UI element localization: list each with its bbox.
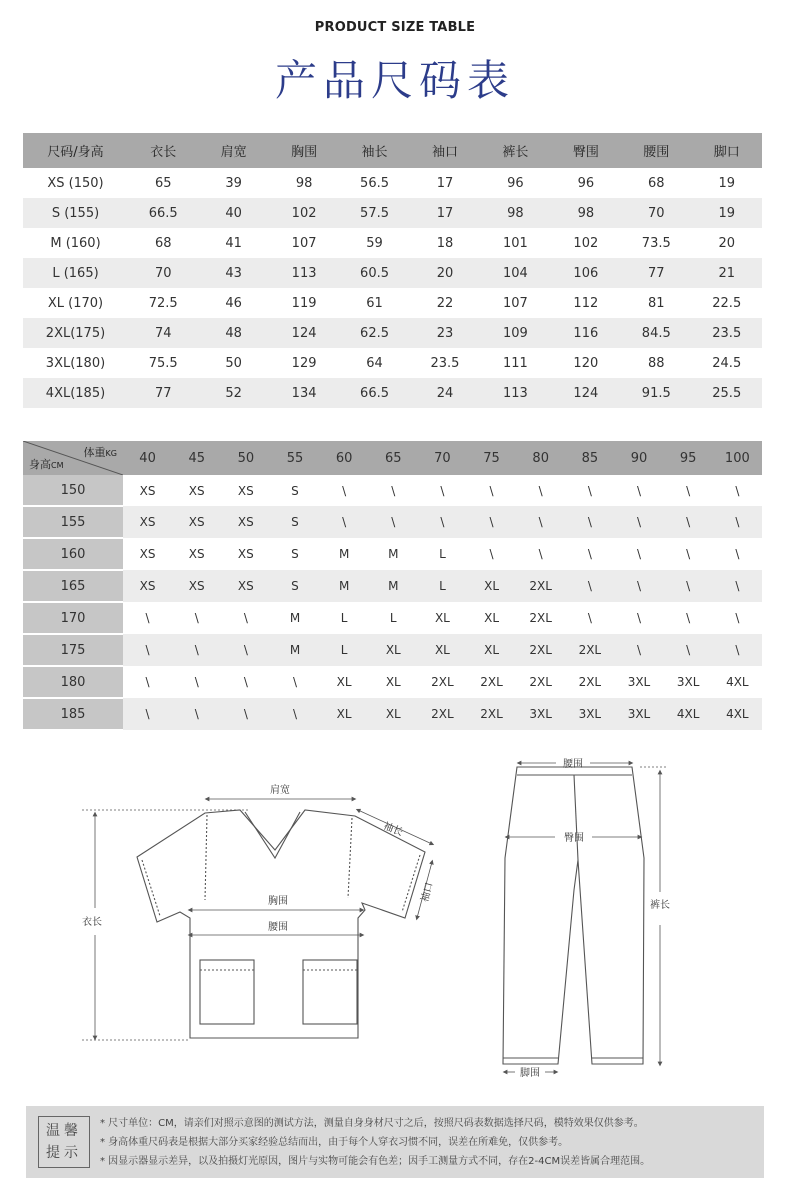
size-table-row — [23, 228, 762, 258]
top-measure-lines — [82, 799, 432, 1040]
height-row-header: 150 — [23, 475, 123, 506]
height-row-header: 185 — [23, 698, 123, 730]
tips-badge-line1: 温馨 — [46, 1123, 82, 1139]
recommended-size-cell: XL — [320, 698, 369, 730]
recommended-size-cell: \ — [221, 634, 270, 666]
recommended-size-cell: M — [289, 611, 301, 625]
size-value-cell: 25.5 — [692, 378, 763, 408]
height-row-header: 170 — [23, 602, 123, 634]
recommended-size-cell: XS — [221, 570, 270, 602]
size-value-cell: 75.5 — [148, 355, 178, 371]
recommended-size-cell: L — [418, 570, 467, 602]
chest-label: 胸围 — [268, 896, 288, 907]
tips-lines — [100, 1114, 760, 1171]
recommended-size-cell: XL — [418, 634, 467, 666]
recommended-size-cell: L — [320, 634, 369, 666]
size-value-cell: 43 — [198, 258, 268, 288]
recommended-size-cell: S — [291, 547, 299, 561]
recommended-size-cell: M — [388, 547, 399, 561]
weight-col-header: 60 — [320, 441, 369, 475]
recommended-size-cell: \ — [565, 570, 614, 602]
cuff-label: 袖口 — [419, 881, 436, 904]
size-value-cell: 64 — [366, 355, 383, 371]
tips-badge — [38, 1116, 90, 1168]
recommended-size-cell: XL — [369, 634, 418, 666]
recommended-size-cell: \ — [636, 547, 641, 561]
recommended-size-cell: M — [369, 570, 418, 602]
size-value-cell: 20 — [718, 235, 736, 251]
height-row-header: 165 — [23, 570, 123, 602]
recommended-size-cell: \ — [735, 547, 740, 561]
height-axis-label: 身高CM — [29, 458, 64, 471]
height-row-header: 155 — [23, 506, 123, 538]
recommended-size-cell: XS — [221, 506, 270, 538]
weight-col-header: 45 — [172, 441, 221, 475]
recommended-size-cell: \ — [489, 483, 494, 498]
size-value-cell: 23 — [410, 318, 480, 348]
recommended-size-cell: XL — [336, 675, 352, 689]
weight-table-corner — [23, 441, 123, 475]
recommended-size-cell: 2XL — [480, 675, 503, 689]
weight-table-row — [23, 475, 762, 506]
recommended-size-cell: XL — [467, 570, 516, 602]
height-row-header: 180 — [23, 666, 123, 698]
recommended-size-cell: \ — [243, 611, 248, 625]
size-col-header: 肩宽 — [198, 133, 268, 168]
size-table-row — [23, 198, 762, 228]
size-value-cell: 21 — [692, 258, 763, 288]
weight-table-row — [23, 570, 762, 602]
recommended-size-cell: \ — [292, 675, 298, 689]
size-value-cell: 113 — [480, 378, 550, 408]
recommended-size-cell: 2XL — [565, 634, 614, 666]
recommended-size-cell: \ — [664, 634, 713, 666]
size-value-cell: 113 — [269, 258, 339, 288]
recommended-size-cell: L — [340, 611, 348, 625]
tip-line: * 因显示器显示差异，以及拍摄灯光原因，图片与实物可能会有色差；因手工测量方式不同，存在2-4CM误差皆属合理范围。 — [100, 1156, 651, 1167]
size-value-cell: 72.5 — [148, 295, 178, 311]
recommended-size-cell: 3XL — [614, 698, 663, 730]
size-value-cell: 62.5 — [339, 318, 409, 348]
sleeve-length-label: 袖长 — [381, 820, 405, 839]
weight-table-row — [23, 506, 762, 538]
size-value-cell: 50 — [225, 355, 242, 371]
size-table-row — [23, 168, 762, 198]
size-value-cell: 77 — [128, 378, 198, 408]
recommended-size-cell: \ — [614, 570, 663, 602]
tip-line: * 尺寸单位：CM，请亲们对照示意图的测试方法，测量自身身材尺寸之后，按照尺码表数据选择尺码，模特效果仅供参考。 — [100, 1118, 644, 1129]
size-value-cell: 106 — [551, 258, 621, 288]
size-value-cell: 23.5 — [430, 355, 460, 371]
pants-waist-label: 腰围 — [563, 759, 583, 770]
recommended-size-cell: S — [270, 506, 319, 538]
recommended-size-cell: \ — [735, 611, 740, 625]
size-value-cell: 84.5 — [621, 318, 691, 348]
size-value-cell: 39 — [225, 175, 242, 191]
recommended-size-cell: XL — [369, 698, 418, 730]
size-value-cell: 112 — [573, 295, 599, 311]
recommended-size-cell: \ — [270, 698, 319, 730]
recommended-size-cell: \ — [243, 675, 248, 689]
recommended-size-cell: 3XL — [627, 675, 651, 689]
size-value-cell: 48 — [198, 318, 268, 348]
size-value-cell: 124 — [269, 318, 339, 348]
size-table-row — [23, 348, 762, 378]
size-value-cell: 59 — [366, 235, 383, 251]
page-title: 产品尺码表 — [274, 56, 515, 105]
page-subtitle: PRODUCT SIZE TABLE — [314, 20, 476, 35]
recommended-size-cell: \ — [587, 611, 592, 625]
recommended-size-cell: \ — [440, 483, 445, 498]
size-value-cell: 23.5 — [692, 318, 763, 348]
recommended-size-cell: 2XL — [516, 634, 565, 666]
recommended-size-cell: \ — [123, 634, 172, 666]
recommended-size-cell: \ — [713, 570, 762, 602]
size-label-cell: 4XL(185) — [23, 378, 128, 408]
recommended-size-cell: XS — [139, 483, 156, 498]
size-value-cell: 40 — [198, 198, 268, 228]
size-value-cell: 66.5 — [128, 198, 198, 228]
size-value-cell: 129 — [291, 355, 317, 371]
size-value-cell: 124 — [551, 378, 621, 408]
size-value-cell: 24.5 — [712, 355, 742, 371]
recommended-size-cell: \ — [614, 506, 663, 538]
weight-col-header: 55 — [270, 441, 319, 475]
recommended-size-cell: \ — [713, 506, 762, 538]
size-value-cell: 74 — [128, 318, 198, 348]
size-col-header: 袖口 — [410, 133, 480, 168]
weight-table-row — [23, 634, 762, 666]
height-row-header: 160 — [23, 538, 123, 570]
recommended-size-cell: \ — [467, 506, 516, 538]
recommended-size-cell: \ — [418, 506, 467, 538]
size-col-header: 腰围 — [621, 133, 691, 168]
size-value-cell: 98 — [295, 175, 313, 191]
size-col-header: 衣长 — [128, 133, 198, 168]
recommended-size-cell: 4XL — [726, 675, 749, 689]
recommended-size-cell: \ — [686, 483, 691, 498]
recommended-size-cell: S — [291, 483, 299, 498]
recommended-size-cell: XS — [123, 570, 172, 602]
recommended-size-cell: XS — [188, 547, 205, 561]
measurement-diagram — [0, 740, 790, 1090]
size-value-cell: 57.5 — [339, 198, 409, 228]
size-label-cell: 2XL(175) — [23, 318, 128, 348]
size-value-cell: 111 — [502, 355, 528, 371]
size-value-cell: 24 — [410, 378, 480, 408]
recommended-size-cell: XS — [172, 506, 221, 538]
recommended-size-cell: \ — [194, 675, 199, 689]
size-table-header — [23, 133, 762, 168]
size-label-cell: S (155) — [23, 198, 128, 228]
recommended-size-cell: L — [439, 547, 446, 561]
size-value-cell: 68 — [154, 235, 172, 251]
weight-axis-label: 体重KG — [83, 446, 117, 459]
recommended-size-cell: 3XL — [565, 698, 614, 730]
weight-col-header: 75 — [467, 441, 516, 475]
size-value-cell: 70 — [621, 198, 691, 228]
recommended-size-cell: \ — [614, 634, 663, 666]
size-value-cell: 119 — [291, 295, 317, 311]
size-value-cell: 19 — [692, 198, 763, 228]
recommended-size-cell: 2XL — [418, 698, 467, 730]
size-value-cell: 107 — [502, 295, 528, 311]
recommended-size-cell: XS — [237, 483, 254, 498]
recommended-size-cell: XS — [139, 547, 156, 561]
recommended-size-cell: XL — [484, 611, 499, 625]
size-value-cell: 70 — [128, 258, 198, 288]
recommended-size-cell: \ — [123, 698, 172, 730]
recommended-size-cell: \ — [194, 611, 199, 625]
size-value-cell: 98 — [480, 198, 550, 228]
size-value-cell: 61 — [366, 295, 383, 311]
recommended-size-cell: M — [338, 547, 350, 561]
size-value-cell: 17 — [436, 175, 454, 191]
recommended-size-cell: 4XL — [664, 698, 713, 730]
recommended-size-cell: \ — [664, 506, 713, 538]
recommended-size-cell: 2XL — [529, 675, 552, 689]
size-col-header: 脚口 — [692, 133, 763, 168]
recommended-size-cell: \ — [636, 611, 641, 625]
weight-col-header: 100 — [713, 441, 762, 475]
recommended-size-cell: 2XL — [467, 698, 516, 730]
recommended-size-cell: \ — [221, 698, 270, 730]
size-value-cell: 98 — [551, 198, 621, 228]
size-value-cell: 22 — [436, 295, 454, 311]
pants-illustration — [503, 767, 644, 1064]
size-col-header: 袖长 — [339, 133, 409, 168]
recommended-size-cell: \ — [664, 570, 713, 602]
shoulder-label: 肩宽 — [270, 785, 290, 796]
recommended-size-cell: \ — [172, 634, 221, 666]
recommended-size-cell: \ — [369, 506, 418, 538]
size-value-cell: 102 — [573, 235, 599, 251]
weight-table-row — [23, 538, 762, 570]
weight-size-table — [23, 441, 762, 731]
recommended-size-cell: \ — [489, 547, 494, 561]
weight-table-row — [23, 602, 762, 634]
recommended-size-cell: \ — [391, 483, 396, 498]
size-col-header: 尺码/身高 — [23, 133, 128, 168]
size-table-row — [23, 258, 762, 288]
size-value-cell: 107 — [291, 235, 317, 251]
size-value-cell: 60.5 — [339, 258, 409, 288]
recommended-size-cell: \ — [538, 547, 543, 561]
size-value-cell: 91.5 — [621, 378, 691, 408]
weight-col-header: 70 — [418, 441, 467, 475]
size-label-cell: M (160) — [50, 235, 101, 251]
recommended-size-cell: \ — [735, 483, 740, 498]
weight-table-row — [23, 666, 762, 698]
size-col-header: 胸围 — [269, 133, 339, 168]
size-value-cell: 96 — [507, 175, 524, 191]
size-value-cell: 20 — [410, 258, 480, 288]
recommended-size-cell: XS — [123, 506, 172, 538]
tips-badge-line2: 提示 — [46, 1145, 82, 1161]
size-table — [23, 133, 762, 408]
size-value-cell: 134 — [269, 378, 339, 408]
recommended-size-cell: \ — [145, 611, 150, 625]
weight-col-header: 80 — [516, 441, 565, 475]
size-label-cell: XS (150) — [47, 175, 104, 191]
size-value-cell: 56.5 — [360, 175, 389, 191]
size-value-cell: 65 — [154, 175, 172, 191]
pants-length-label: 裤长 — [650, 900, 670, 911]
hem-label: 脚围 — [520, 1068, 540, 1079]
size-table-row — [23, 318, 762, 348]
size-value-cell: 46 — [225, 295, 242, 311]
recommended-size-cell: S — [270, 570, 319, 602]
recommended-size-cell: M — [320, 570, 369, 602]
recommended-size-cell: \ — [686, 547, 691, 561]
size-value-cell: 17 — [410, 198, 480, 228]
size-table-row — [23, 288, 762, 318]
recommended-size-cell: \ — [587, 483, 592, 498]
recommended-size-cell: 2XL — [431, 675, 454, 689]
recommended-size-cell: XL — [467, 634, 516, 666]
waist-label: 腰围 — [268, 922, 288, 933]
recommended-size-cell: 2XL — [516, 570, 565, 602]
length-label: 衣长 — [82, 917, 102, 928]
recommended-size-cell: \ — [713, 634, 762, 666]
recommended-size-cell: \ — [342, 483, 347, 498]
weight-table-header — [23, 441, 762, 475]
recommended-size-cell: \ — [172, 698, 221, 730]
size-label-cell: XL (170) — [47, 295, 104, 311]
recommended-size-cell: M — [270, 634, 319, 666]
recommended-size-cell: 4XL — [713, 698, 762, 730]
weight-col-header: 40 — [123, 441, 172, 475]
recommended-size-cell: 3XL — [676, 675, 700, 689]
recommended-size-cell: \ — [516, 506, 565, 538]
recommended-size-cell: 2XL — [529, 611, 552, 625]
recommended-size-cell: XS — [188, 483, 205, 498]
size-value-cell: 41 — [225, 235, 242, 251]
recommended-size-cell: \ — [320, 506, 369, 538]
size-col-header: 裤长 — [480, 133, 550, 168]
size-value-cell: 66.5 — [339, 378, 409, 408]
tips-panel — [26, 1106, 764, 1178]
weight-col-header: 65 — [369, 441, 418, 475]
size-value-cell: 68 — [648, 175, 665, 191]
size-value-cell: 19 — [718, 175, 736, 191]
recommended-size-cell: XL — [385, 675, 401, 689]
size-value-cell: 22.5 — [712, 295, 742, 311]
size-label-cell: 3XL(180) — [45, 355, 106, 371]
recommended-size-cell: XL — [434, 611, 450, 625]
recommended-size-cell: \ — [565, 506, 614, 538]
weight-col-header: 90 — [614, 441, 663, 475]
weight-col-header: 50 — [221, 441, 270, 475]
tip-line: * 身高体重尺码表是根据大部分买家经验总结而出，由于每个人穿衣习惯不同，误差在所难免，仅供参考。 — [100, 1137, 569, 1148]
size-value-cell: 109 — [480, 318, 550, 348]
size-table-row — [23, 378, 762, 408]
hip-label: 臀围 — [564, 833, 584, 844]
recommended-size-cell: \ — [538, 483, 543, 498]
recommended-size-cell: XS — [237, 547, 254, 561]
recommended-size-cell: \ — [145, 675, 150, 689]
size-value-cell: 81 — [648, 295, 665, 311]
size-value-cell: 96 — [577, 175, 595, 191]
size-value-cell: 88 — [648, 355, 665, 371]
weight-table-row — [23, 698, 762, 730]
weight-col-header: 95 — [664, 441, 713, 475]
size-label-cell: L (165) — [23, 258, 128, 288]
recommended-size-cell: \ — [686, 611, 691, 625]
size-value-cell: 18 — [436, 235, 454, 251]
size-value-cell: 77 — [621, 258, 691, 288]
recommended-size-cell: \ — [587, 547, 592, 561]
size-col-header: 臀围 — [551, 133, 621, 168]
recommended-size-cell: 2XL — [578, 675, 602, 689]
size-value-cell: 101 — [502, 235, 528, 251]
weight-col-header: 85 — [565, 441, 614, 475]
size-value-cell: 104 — [480, 258, 550, 288]
size-value-cell: 116 — [551, 318, 621, 348]
recommended-size-cell: L — [389, 611, 397, 625]
size-value-cell: 120 — [573, 355, 599, 371]
size-value-cell: 102 — [269, 198, 339, 228]
recommended-size-cell: XS — [172, 570, 221, 602]
height-row-header: 175 — [23, 634, 123, 666]
size-value-cell: 73.5 — [641, 235, 671, 251]
size-value-cell: 52 — [198, 378, 268, 408]
recommended-size-cell: \ — [636, 483, 641, 498]
recommended-size-cell: 3XL — [516, 698, 565, 730]
